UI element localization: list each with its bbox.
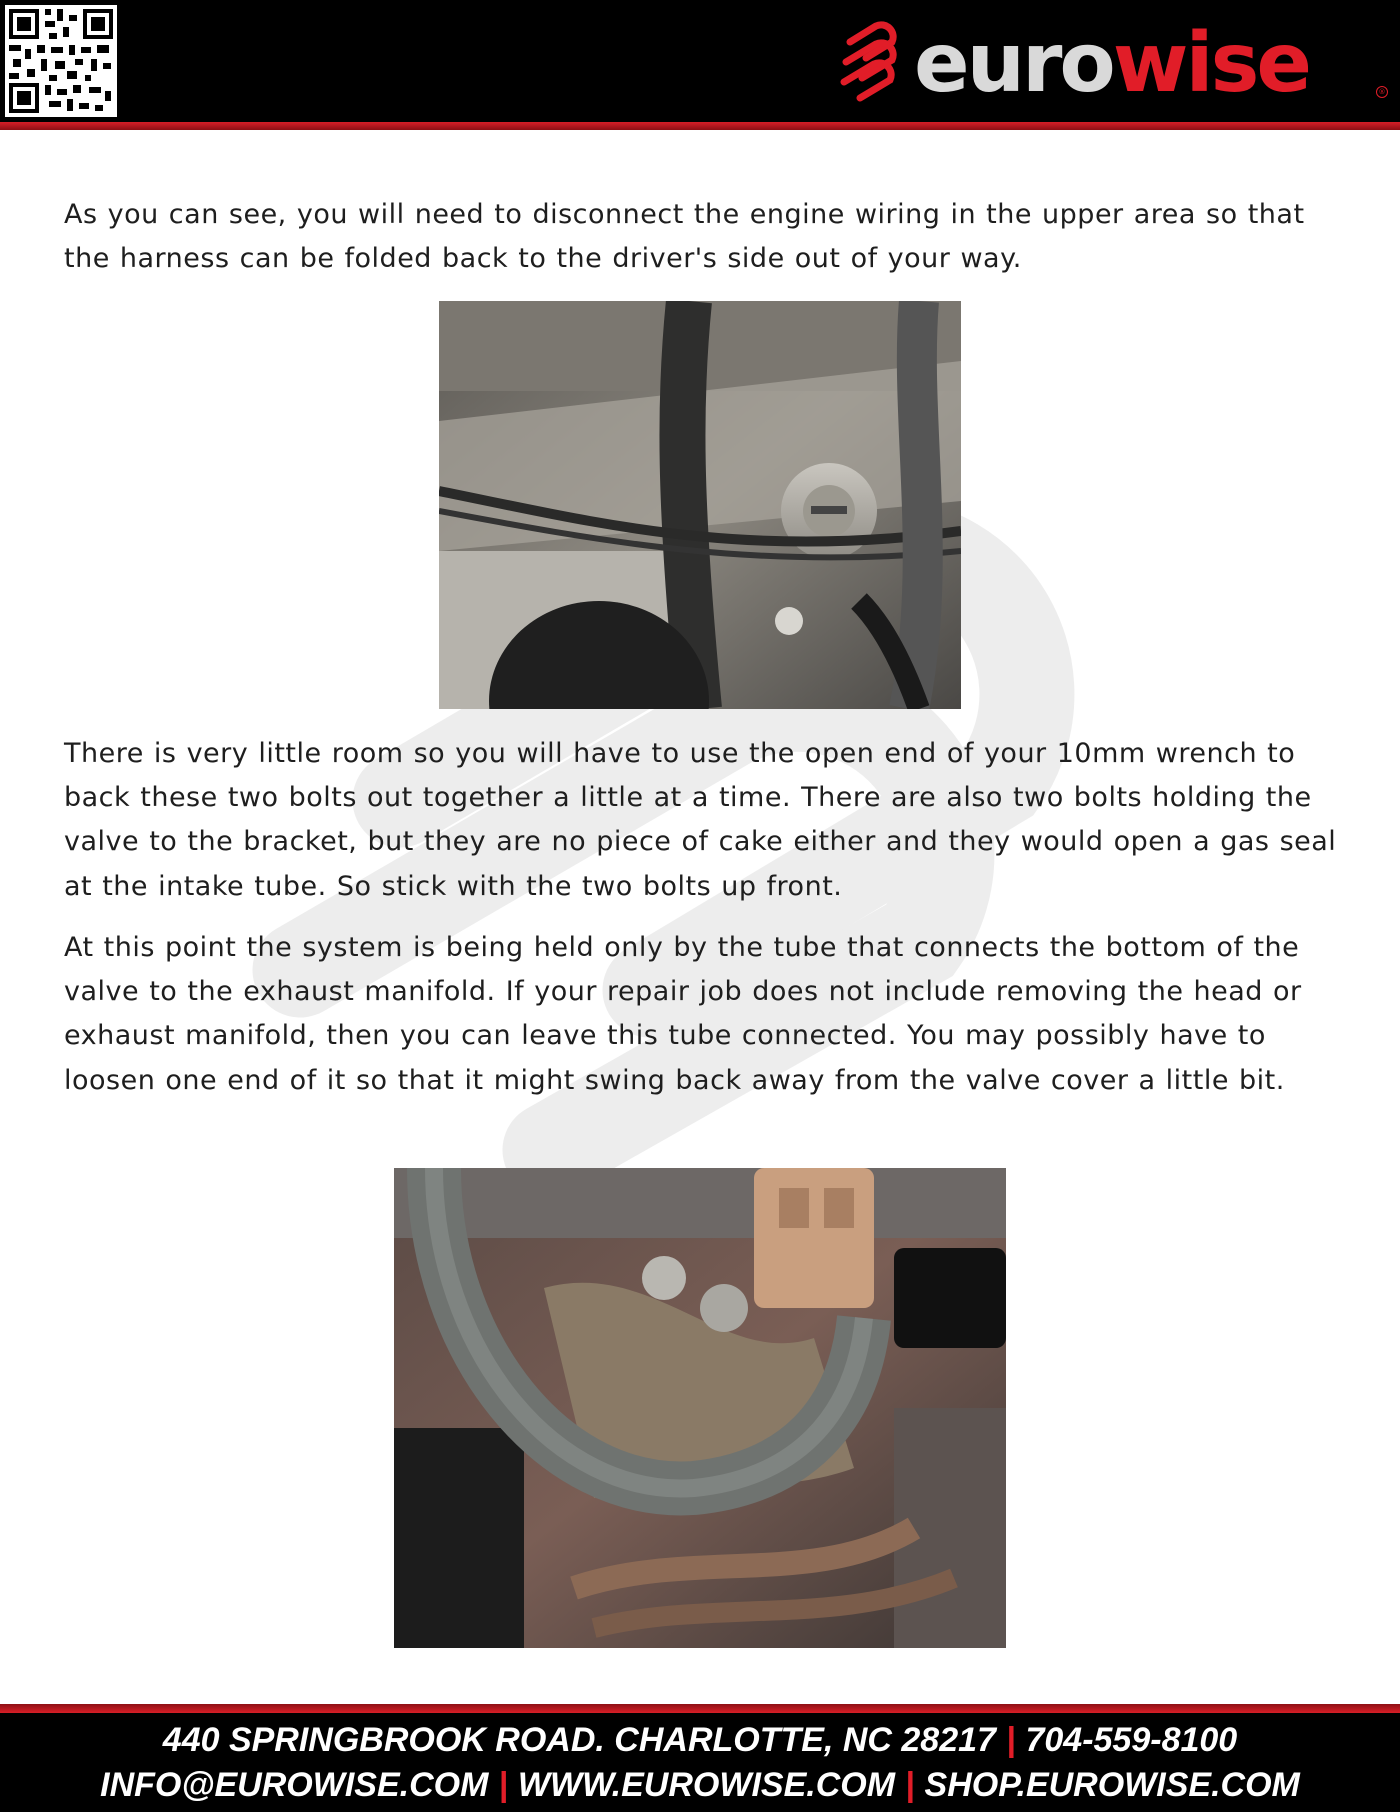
engine-wiring-photo (439, 301, 961, 709)
footer-shop-link[interactable]: SHOP.EUROWISE.COM (924, 1766, 1300, 1804)
logo-euro: euro (914, 16, 1113, 111)
page-footer (0, 1713, 1400, 1812)
paragraph-bolts: There is very little room so you will have to use the open end of your 10mm wrench to back these two bolts out together a little at a time. There are also two bolts holding the valve to the bracket, but they are no piece of cake either and they would open a gas seal at the intake tube. So stick with the two bolts up front. (64, 738, 1337, 902)
paragraph-intro: As you can see, you will need to disconnect the engine wiring in the upper area so that the harness can be folded back to the driver's side out of your way. (64, 199, 1305, 275)
page-header (0, 0, 1400, 122)
logo-wise: wise (1112, 16, 1310, 111)
eurowise-logo[interactable] (836, 16, 1386, 112)
exhaust-manifold-photo (394, 1168, 1006, 1648)
header-divider (0, 122, 1400, 130)
footer-separator: | (905, 1766, 915, 1804)
footer-divider (0, 1704, 1400, 1713)
qr-code-icon[interactable] (5, 5, 117, 117)
footer-contact-row (0, 1718, 1400, 1762)
footer-address: 440 SPRINGBROOK ROAD. CHARLOTTE, NC 28217 (162, 1721, 996, 1759)
paragraph-tube: At this point the system is being held only by the tube that connects the bottom of the valve to the exhaust manifold. If your repair job does not include removing the head or exhaust manifold, then you can leave this tube connected. You may possibly have to loosen one end of it so that it might swing back away from the valve cover a little bit. (64, 932, 1302, 1096)
footer-separator: | (498, 1766, 508, 1804)
footer-website-link[interactable]: WWW.EUROWISE.COM (517, 1766, 896, 1804)
footer-phone[interactable]: 704-559-8100 (1025, 1721, 1238, 1759)
logo-mark-icon (836, 16, 906, 112)
footer-links-row (0, 1763, 1400, 1807)
logo-wordmark (914, 16, 1310, 111)
registered-mark: ® (1376, 86, 1388, 98)
footer-separator: | (1005, 1721, 1016, 1759)
footer-email-link[interactable]: INFO@EUROWISE.COM (100, 1766, 489, 1804)
